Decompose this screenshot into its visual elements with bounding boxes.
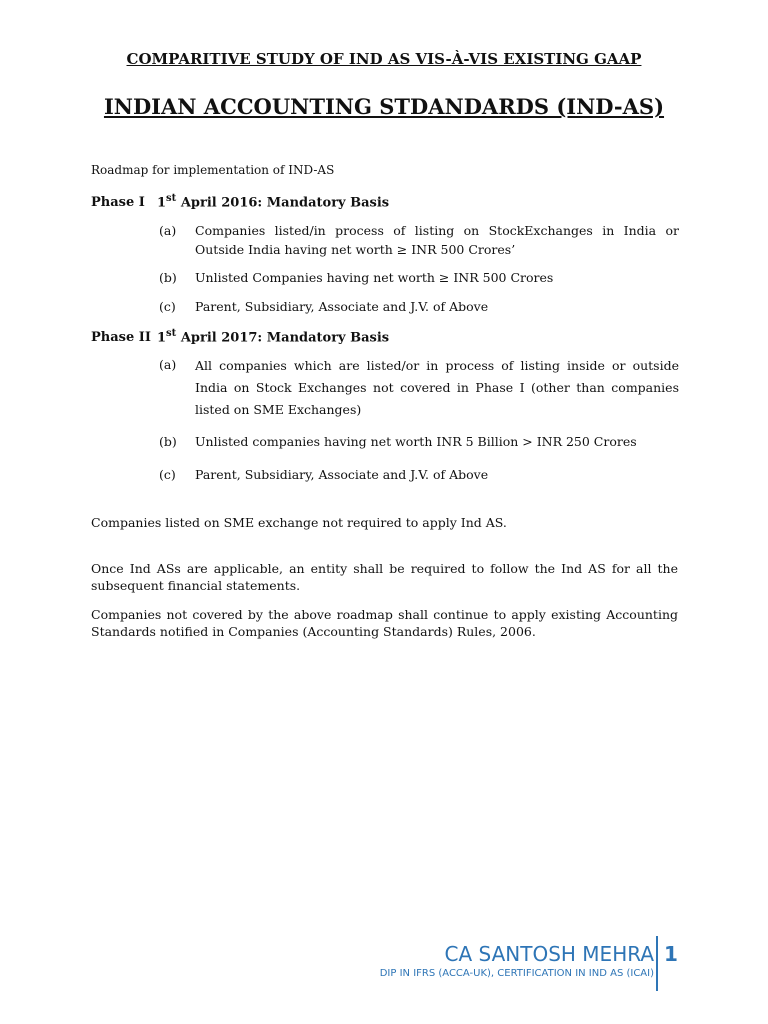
phase-2-item-b (159, 432, 679, 451)
footer-divider (656, 936, 658, 991)
item-label: (b) (159, 434, 177, 449)
phase-2-item-c (159, 465, 679, 484)
phase-2-heading (91, 328, 389, 345)
item-label: (c) (159, 467, 176, 482)
footer-author-credentials: DIP IN IFRS (ACCA-UK), CERTIFICATION IN IND AS (ICAI) (379, 968, 654, 979)
footer-author-name: CA SANTOSH MEHRA (444, 942, 654, 966)
phase-2-suffix: st (166, 328, 177, 339)
paragraph-sme: Companies listed on SME exchange not required to apply Ind AS. (91, 515, 507, 530)
item-label: (c) (159, 299, 176, 314)
item-text: Parent, Subsidiary, Associate and J.V. of Above (195, 467, 489, 482)
phase-2-day: 1 (157, 330, 167, 346)
document-subtitle: INDIAN ACCOUNTING STDANDARDS (IND-AS) (103, 94, 665, 119)
paragraph-applicability: Once Ind ASs are applicable, an entity shall be required to follow the Ind AS for all the subsequent financial statements. (91, 561, 678, 593)
item-text: Parent, Subsidiary, Associate and J.V. of Above (195, 299, 489, 314)
item-label: (a) (159, 223, 177, 238)
document-title: COMPARITIVE STUDY OF IND AS VIS-À-VIS EXISTING GAAP (126, 50, 642, 68)
item-text: Companies listed/in process of listing on StockExchanges in India or Outside India having net worth ≥ INR 500 Crores’ (195, 223, 679, 257)
item-text: Unlisted companies having net worth INR 5 Billion > INR 250 Crores (195, 434, 637, 449)
phase-1-label: Phase I (91, 195, 145, 211)
item-label: (a) (159, 357, 177, 372)
phase-2-date: April 2017: Mandatory Basis (176, 330, 390, 346)
item-text: All companies which are listed/or in process of listing inside or outside India on Stock Exchanges not covered in Phase I (other than companies listed on SME Exchanges) (195, 358, 679, 417)
phase-1-date: April 2016: Mandatory Basis (176, 195, 390, 211)
paragraph-not-covered: Companies not covered by the above roadmap shall continue to apply existing Accounting Standards notified in Companies (Accounting Standards) Rules, 2006. (91, 607, 678, 639)
phase-1-item-c (159, 297, 679, 316)
phase-1-item-b (159, 268, 679, 287)
phase-1-heading (91, 193, 389, 210)
phase-1-suffix: st (166, 193, 177, 204)
item-text: Unlisted Companies having net worth ≥ INR 500 Crores (195, 270, 554, 285)
phase-2-item-a (159, 355, 679, 421)
phase-2-label: Phase II (91, 330, 151, 346)
phase-1-day: 1 (157, 195, 167, 211)
roadmap-label: Roadmap for implementation of IND-AS (91, 163, 335, 177)
phase-1-item-a (159, 221, 679, 259)
page-number: 1 (664, 942, 678, 966)
item-label: (b) (159, 270, 177, 285)
